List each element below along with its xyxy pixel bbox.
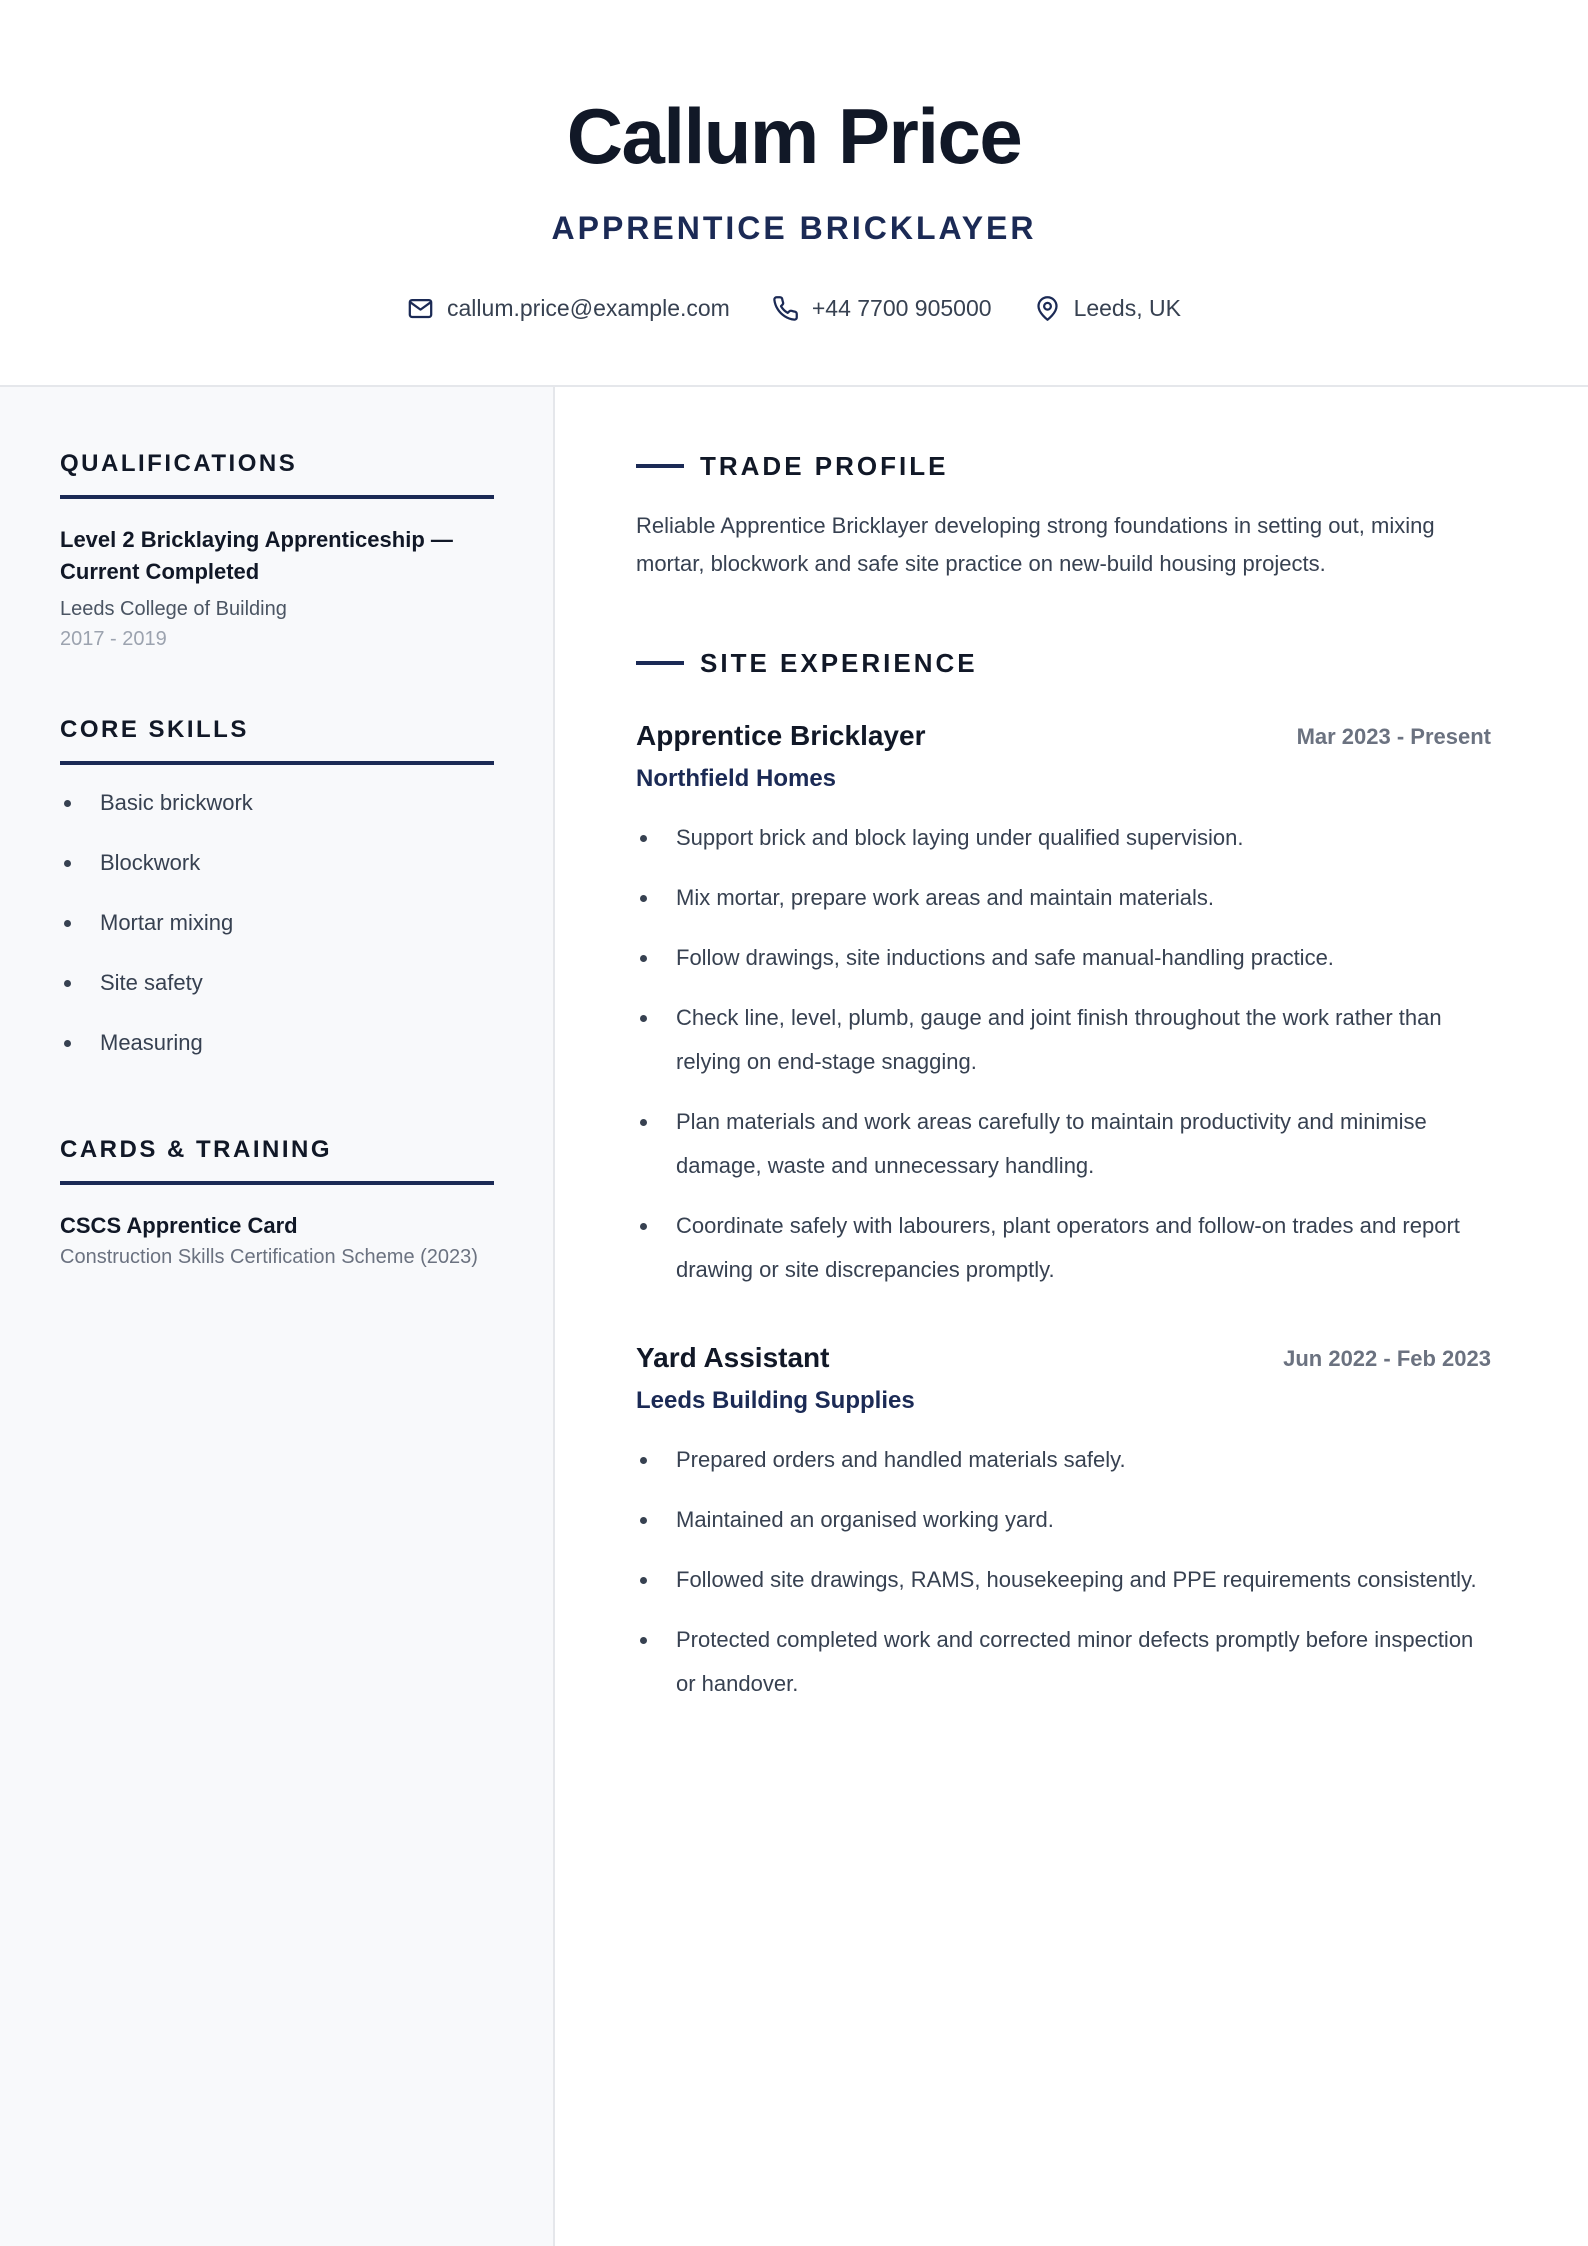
bullet-dot bbox=[64, 920, 71, 927]
skill-label: Blockwork bbox=[100, 850, 201, 875]
job-role: Yard Assistant bbox=[636, 1342, 830, 1373]
bullet-text: Plan materials and work areas carefully to maintain productivity and minimise damage, waste and unnecessary handling. bbox=[676, 1109, 1427, 1178]
bullet-dot bbox=[64, 800, 71, 807]
qualification-school: Leeds College of Building bbox=[60, 598, 287, 620]
bullet-text: Follow drawings, site inductions and safe manual-handling practice. bbox=[676, 945, 1334, 970]
skill-item bbox=[60, 786, 494, 846]
map-pin-icon bbox=[1034, 295, 1061, 322]
heading-accent-bar bbox=[636, 661, 684, 665]
profile-heading-text: TRADE PROFILE bbox=[700, 450, 949, 481]
skill-label: Basic brickwork bbox=[100, 790, 253, 815]
resume-header bbox=[0, 0, 1588, 387]
skill-item bbox=[60, 846, 494, 906]
skill-item bbox=[60, 1026, 494, 1086]
bullet-dot bbox=[64, 1040, 71, 1047]
bullet-text: Protected completed work and corrected minor defects promptly before inspection or handover. bbox=[676, 1627, 1474, 1696]
qualifications-heading: QUALIFICATIONS bbox=[60, 447, 494, 499]
job-bullet bbox=[636, 876, 1491, 920]
location-text: Leeds, UK bbox=[1073, 294, 1181, 321]
job-entry bbox=[636, 1338, 1491, 1758]
skill-item bbox=[60, 966, 494, 1026]
skills-heading: CORE SKILLS bbox=[60, 713, 494, 765]
bullet-dot bbox=[640, 1015, 647, 1022]
job-bullets bbox=[636, 816, 1491, 1308]
skill-label: Site safety bbox=[100, 970, 203, 995]
bullet-dot bbox=[640, 835, 647, 842]
candidate-name: Callum Price bbox=[566, 92, 1022, 180]
phone-text: +44 7700 905000 bbox=[811, 294, 992, 321]
bullet-text: Followed site drawings, RAMS, housekeeping and PPE requirements consistently. bbox=[676, 1567, 1477, 1592]
sidebar bbox=[0, 387, 555, 2246]
email-text: callum.price@example.com bbox=[447, 294, 730, 321]
profile-heading bbox=[636, 448, 948, 484]
job-bullet bbox=[636, 996, 1491, 1084]
experience-heading bbox=[636, 645, 978, 681]
bullet-text: Mix mortar, prepare work areas and maintain materials. bbox=[676, 885, 1214, 910]
job-bullet bbox=[636, 1498, 1491, 1542]
job-company: Northfield Homes bbox=[636, 765, 837, 792]
contact-bar bbox=[0, 290, 1588, 326]
bullet-dot bbox=[640, 1637, 647, 1644]
bullet-dot bbox=[640, 1577, 647, 1584]
job-bullet bbox=[636, 1438, 1491, 1482]
job-company: Leeds Building Supplies bbox=[636, 1387, 915, 1414]
bullet-text: Maintained an organised working yard. bbox=[676, 1507, 1054, 1532]
bullet-text: Coordinate safely with labourers, plant operators and follow-on trades and report drawing or site discrepancies promptly. bbox=[676, 1213, 1460, 1282]
job-bullet bbox=[636, 816, 1491, 860]
bullet-dot bbox=[640, 1517, 647, 1524]
contact-phone[interactable] bbox=[772, 295, 992, 322]
training-title: CSCS Apprentice Card bbox=[60, 1213, 298, 1238]
heading-accent-bar bbox=[636, 464, 684, 468]
job-dates: Mar 2023 - Present bbox=[1296, 724, 1491, 749]
job-bullet bbox=[636, 1100, 1491, 1188]
bullet-dot bbox=[640, 1457, 647, 1464]
skill-label: Mortar mixing bbox=[100, 910, 234, 935]
bullet-text: Prepared orders and handled materials safely. bbox=[676, 1447, 1126, 1472]
profile-summary: Reliable Apprentice Bricklayer developing strong foundations in setting out, mixing mortar, blockwork and safe site practice on new-build housing projects. bbox=[636, 513, 1435, 576]
candidate-title: APPRENTICE BRICKLAYER bbox=[551, 210, 1037, 246]
experience-heading-text: SITE EXPERIENCE bbox=[700, 647, 978, 678]
main-content bbox=[557, 387, 1588, 2246]
job-bullet bbox=[636, 1204, 1491, 1292]
bullet-text: Check line, level, plumb, gauge and joint finish throughout the work rather than relying on end-stage snagging. bbox=[676, 1005, 1442, 1074]
training-heading: CARDS & TRAINING bbox=[60, 1133, 494, 1185]
qualification-years: 2017 - 2019 bbox=[60, 628, 167, 650]
bullet-dot bbox=[640, 1223, 647, 1230]
job-bullet bbox=[636, 1618, 1491, 1706]
skills-list bbox=[60, 786, 494, 1086]
job-bullets bbox=[636, 1438, 1491, 1722]
job-bullet bbox=[636, 1558, 1491, 1602]
phone-icon bbox=[772, 295, 799, 322]
contact-email[interactable] bbox=[407, 295, 730, 322]
contact-location bbox=[1034, 295, 1181, 322]
bullet-dot bbox=[640, 1119, 647, 1126]
bullet-dot bbox=[64, 860, 71, 867]
bullet-dot bbox=[64, 980, 71, 987]
job-dates: Jun 2022 - Feb 2023 bbox=[1283, 1346, 1491, 1371]
skill-label: Measuring bbox=[100, 1030, 203, 1055]
job-entry bbox=[636, 716, 1491, 1296]
bullet-text: Support brick and block laying under qualified supervision. bbox=[676, 825, 1244, 850]
bullet-dot bbox=[640, 955, 647, 962]
qualification-title: Level 2 Bricklaying Apprenticeship — Current Completed bbox=[60, 527, 453, 584]
mail-icon bbox=[407, 295, 434, 322]
skill-item bbox=[60, 906, 494, 966]
job-role: Apprentice Bricklayer bbox=[636, 720, 926, 751]
training-description: Construction Skills Certification Scheme (2023) bbox=[60, 1246, 478, 1268]
job-bullet bbox=[636, 936, 1491, 980]
bullet-dot bbox=[640, 895, 647, 902]
